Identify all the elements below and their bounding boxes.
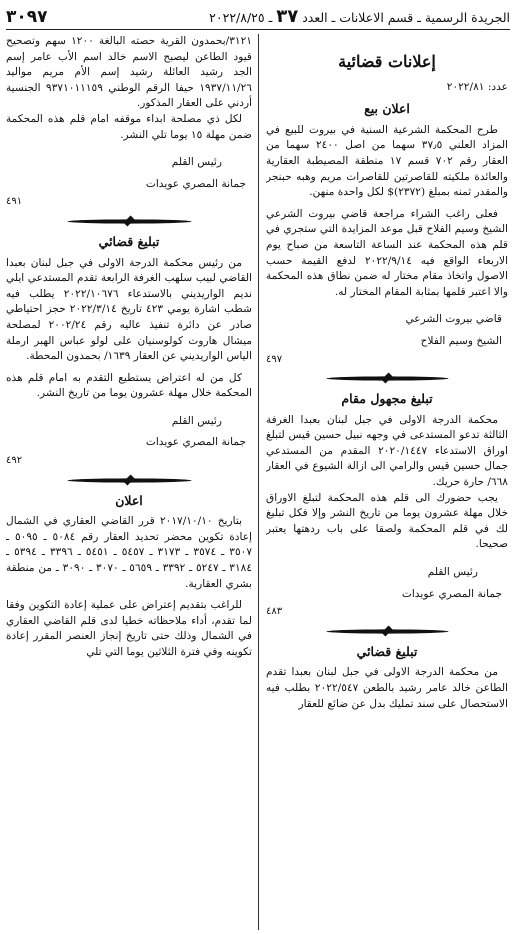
- section-divider: [266, 624, 508, 638]
- notice-paragraph: طرح المحكمة الشرعية السنية في بيروت للبيع في المزاد العلني ٣٧٫٥ سهما من اصل ٢٤٠٠ سهما من العقار رقم ٧٠٢ قسم ١٧ منطقة المصيطبة العقارية والعائدة ملكيته للقاصرتين للقاصرات مريم وهبه حبنجر والمقدر ثمنه بمبلغ (٢٣٧٢)$ لكل واحدة منهن.: [266, 123, 508, 199]
- notice-unknown-residence: [266, 391, 508, 620]
- notice-paragraph: للراغب بتقديم إعتراض على عملية إعادة التكوين وفقا لما تقدم، أداء ملاحظاته خطيا لدى قلم القاضي العقاري في الشمال وذلك حتى تاريخ إنجاز العنصر المقرر إعادة تكوينه وفي فترة الثلاثين يوما التي تلي: [6, 599, 252, 658]
- notice-paragraph: من رئيس محكمة الدرجة الاولى في جبل لبنان بعبدا القاضي لبيب سلهب الغرفة الرابعة تقدم المستدعي ايلي نديم الواريديني بالاستدعاء ٢٠٢٢/١٠٦٧٦ يطلب فيه شطب اشارة يومي ٤٢٣ تاريخ ٢٠٢٢/٣/١٤ حجز احتياطي صادر عن دائرة تنفيذ عاليه رقم ٢٠٠٢/٢٤ لمصلحة ميشال هاروت كولوسنيان على لولو عباس الهبر ارملة الياس الواريديني عن العقار ١٦٣٩/ بحمدون المحطة.: [6, 256, 252, 363]
- signature-name: جمانة المصري عويدات: [401, 587, 502, 600]
- section-divider: [266, 371, 508, 385]
- section-divider: [6, 214, 252, 228]
- notice-paragraph: فعلى راغب الشراء مراجعة قاضي بيروت الشرعي الشيخ وسيم الفلاح قبل موعد المزايدة التي ستجري في قلم هذه المحكمة عند الساعة التاسعة من صباح يوم الاربعاء الواقع فيه ٢٠٢٢/٩/١٤ لدفع القيمة حسب الاصول واتخاذ مقام مختار له ضمن نطاق هذه المحكمة والا اعتبر قلمها بمثابة المقام المختار له.: [266, 207, 508, 298]
- signature-line: رئيس القلم: [171, 156, 222, 169]
- issue-date: ـ ٢٠٢٢/٨/٢٥: [209, 10, 273, 25]
- notice-paragraph: من محكمة الدرجة الاولى في جبل لبنان بعبدا تقدم الطاعن خالد عامر رشيد بالطعن ٢٠٢٢/٥٤٧ بطلب فيه الاستحصال على سند تمليك بدل عن ضائع للعقار: [266, 666, 508, 710]
- notice-sale: [266, 101, 508, 367]
- notice-title: تبليغ قضائي: [356, 643, 418, 659]
- notice-paragraph: لكل ذي مصلحة ابداء موقفه امام قلم هذه المحكمة ضمن مهلة ١٥ يوما تلي النشر.: [6, 112, 252, 141]
- notice-judicial: [266, 644, 508, 712]
- publication-title: [209, 6, 510, 27]
- notice-paragraph: محكمة الدرجة الاولى في جبل لبنان بعبدا الغرفة الثالثة تدعو المستدعى في وجهه نبيل حسين قيس لتبلغ اوراق الاستدعاء ٢٠٢٠/١٤٤٧ المقدم من المستدعي جمال حسين قيس والرامي الى ازالة الشيوع في العقار ٦٦٨/ حارة حريك.: [266, 413, 508, 489]
- notice-title: اعلان: [115, 492, 143, 508]
- notice-paragraph: كل من له اعتراض يستطيع التقدم به امام قلم هذه المحكمة خلال مهلة عشرون يوما من تاريخ النشر.: [6, 371, 252, 400]
- notice-paragraph: بتاريخ ٢٠١٧/١٠/١٠ قرر القاضي العقاري في الشمال إعادة تكوين محضر تحديد العقار رقم ٥٠٨٤ ـ ٥٠٩٥ ـ ٣٥٠٧ ـ ٣٥٧٤ ـ ٣١٧٣ ـ ٥٤٥٧ ـ ٥٤٥١ ـ ٣٣٩٦ ـ ٥٣٩٤ ـ ٣١٨٤ ـ ٥٢٤٧ ـ ٣٣٩٢ ـ ٥٦٥٩ ـ ٣٠٧٠ ـ ٣٠٩٠ ـ من منطقة بشري العقارية.: [6, 515, 252, 590]
- notice-announcement: [6, 493, 252, 661]
- left-column: [6, 34, 252, 930]
- right-column: [266, 34, 508, 930]
- issue-number: ٣٧: [276, 6, 299, 27]
- signature-line: رئيس القلم: [171, 414, 222, 427]
- notice-number: ٤٩٧: [266, 353, 283, 365]
- notice-number: ٤٩٢: [6, 455, 23, 467]
- notice-number: ٤٨٣: [266, 606, 283, 618]
- notice-judicial-2: [6, 234, 252, 469]
- column-divider: [258, 34, 259, 930]
- signature-name: جمانة المصري عويدات: [145, 177, 246, 190]
- section-heading: إعلانات قضائية: [338, 52, 436, 71]
- notice-continuation: [6, 34, 252, 210]
- notice-paragraph: ٣١٢١/بحمدون القرية حصته البالغة ١٢٠٠ سهم وتصحيح قيود الطاعن ليصبح الاسم خالد اسم الأب عامر إسم الجد رشيد العائلة رشيد إسم الأم مريم مواليد ١٩٣٧/١١/٢٦ حيفا الرقم الوطني ٩٣٧١٠١١١٥٩ الجنسية أردني على العقار المذكور.: [6, 35, 252, 110]
- signature-line: قاضي بيروت الشرعي: [405, 313, 502, 326]
- signature-line: رئيس القلم: [427, 566, 478, 579]
- notice-title: اعلان بيع: [364, 101, 410, 117]
- date-line: عدد: ٢٠٢٢/٨١: [446, 80, 508, 93]
- signature-name: جمانة المصري عويدات: [145, 436, 246, 449]
- notice-number: ٤٩١: [6, 196, 23, 208]
- page-number: ٣٠٩٧: [6, 7, 48, 27]
- notice-paragraph: يجب حضورك الى قلم هذه المحكمة لتبلغ الاوراق خلال مهلة عشرون يوما من تاريخ النشر وإلا فكل تبليغ لك في قلم المحكمة ولصقا على باب ردهتها يعتبر صحيحا.: [266, 491, 508, 551]
- section-divider: [6, 473, 252, 487]
- page-header: [6, 4, 510, 30]
- signature-name: الشيخ وسيم الفلاح: [420, 334, 502, 347]
- notice-title: تبليغ مجهول مقام: [341, 391, 433, 407]
- publication-name: الجريدة الرسمية ـ قسم الاعلانات ـ العدد: [302, 10, 510, 25]
- notice-title: تبليغ قضائي: [98, 233, 160, 249]
